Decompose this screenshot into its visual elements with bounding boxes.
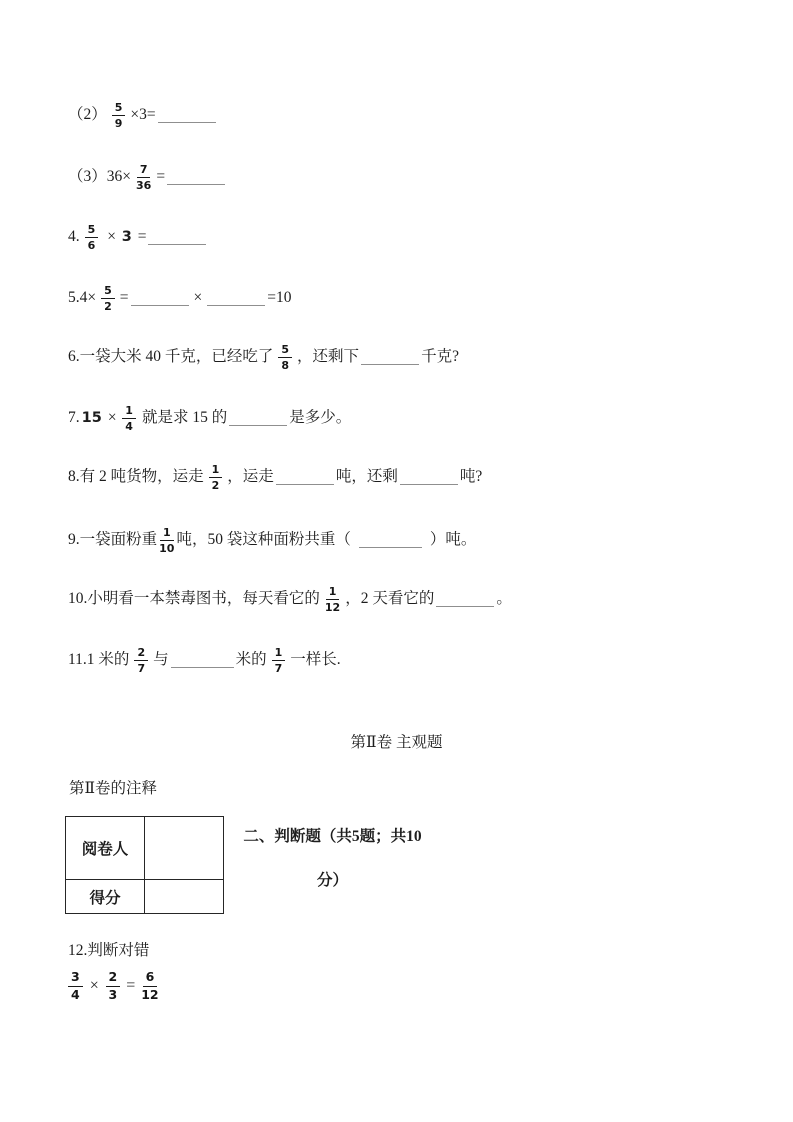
- fraction-numerator: 3: [68, 971, 83, 987]
- fraction-denominator: 2: [211, 478, 220, 492]
- equals-sign: =: [126, 977, 136, 994]
- question-7: [68, 396, 763, 440]
- question-text: 10.小明看一本禁毒图书，每天看它的: [68, 590, 320, 607]
- section-2-note: 第Ⅱ卷的注释: [69, 780, 158, 797]
- fraction-denominator: 4: [125, 419, 133, 433]
- fraction-numerator: 7: [137, 164, 151, 178]
- question-8: [68, 455, 763, 499]
- question-text: 8.有 2 吨货物，运走: [68, 468, 204, 485]
- fraction-6-12: [141, 971, 158, 1001]
- grader-label-cell: 阅卷人: [66, 817, 145, 879]
- fraction-denominator: 7: [274, 661, 283, 675]
- fraction-denominator: 4: [71, 986, 80, 1002]
- question-5: [68, 276, 763, 320]
- question-9: [68, 518, 763, 562]
- judge-equation: [66, 964, 161, 1008]
- answer-blank: [207, 290, 265, 306]
- fraction-1-10: [159, 527, 174, 554]
- answer-blank: [158, 107, 216, 123]
- fraction-2-7: [134, 647, 148, 674]
- fraction-5-6: [85, 224, 99, 251]
- fraction-5-9: [112, 102, 126, 129]
- fraction-numerator: 1: [160, 527, 174, 541]
- question-text: ，还剩下: [297, 348, 360, 365]
- question-text: 米的: [235, 651, 267, 668]
- fraction-denominator: 6: [87, 238, 96, 252]
- fraction-numerator: 1: [122, 405, 136, 419]
- question-text: （2）: [68, 106, 107, 123]
- question-text: 吨?: [459, 468, 483, 485]
- question-text: 6.一袋大米 40 千克，已经吃了: [68, 348, 274, 365]
- fraction-denominator: 12: [324, 600, 341, 614]
- question-text: 与: [153, 651, 169, 668]
- section-heading-line2: 分）: [316, 872, 348, 889]
- question-sub-3: [68, 155, 763, 199]
- fraction-denominator: 9: [114, 116, 123, 130]
- fraction-1-12: [325, 586, 340, 613]
- fraction-denominator: 8: [281, 358, 290, 372]
- fraction-7-36: [136, 164, 151, 191]
- question-10: [68, 577, 763, 621]
- answer-blank: [167, 169, 225, 185]
- question-text: =10: [267, 289, 292, 306]
- question-text: 吨，50 袋这种面粉共重（: [176, 531, 351, 548]
- fraction-denominator: 7: [137, 661, 146, 675]
- fraction-numerator: 5: [85, 224, 99, 238]
- answer-blank: [171, 652, 234, 668]
- question-text: 吨，还剩: [335, 468, 398, 485]
- grader-value-cell: [145, 817, 223, 879]
- bold-number: 3: [121, 229, 132, 245]
- question-12-label: 12.判断对错: [68, 942, 150, 959]
- multiply-sign: ×: [106, 409, 118, 426]
- answer-blank: [361, 349, 419, 365]
- question-text: 就是求 15 的: [141, 409, 228, 426]
- answer-blank: [148, 229, 206, 245]
- fraction-numerator: 6: [143, 971, 158, 987]
- fraction-2-3: [106, 971, 121, 1001]
- fraction-3-4: [68, 971, 83, 1001]
- answer-blank: [276, 469, 334, 485]
- fraction-numerator: 5: [101, 285, 115, 299]
- answer-blank: [436, 591, 494, 607]
- fraction-5-8: [278, 344, 292, 371]
- fraction-1-7: [272, 647, 286, 674]
- multiply-sign: ×: [106, 228, 117, 245]
- fraction-numerator: 5: [278, 344, 292, 358]
- question-sub-2: [68, 93, 763, 137]
- question-text: 。: [496, 590, 512, 607]
- fraction-1-2: [209, 464, 223, 491]
- answer-blank: [359, 532, 422, 548]
- grader-table-row: [66, 817, 223, 879]
- fraction-denominator: 12: [141, 986, 159, 1002]
- question-text: 11.1 米的: [68, 651, 130, 668]
- fraction-numerator: 2: [106, 971, 121, 987]
- question-text: ，2 天看它的: [345, 590, 435, 607]
- fraction-denominator: 10: [159, 541, 175, 555]
- question-text: 千克?: [421, 348, 459, 365]
- question-text: =: [156, 168, 166, 185]
- question-text: ，运走: [227, 468, 274, 485]
- multiply-sign: ×: [88, 977, 100, 994]
- section-heading-judge: [230, 815, 435, 903]
- question-4: [68, 215, 763, 259]
- fraction-numerator: 1: [326, 586, 340, 600]
- section-2-title: 第Ⅱ卷 主观题: [350, 734, 443, 751]
- question-text: ×3=: [130, 106, 156, 123]
- answer-blank: [229, 410, 287, 426]
- question-text: 5.4×: [68, 289, 97, 306]
- fraction-numerator: 5: [112, 102, 126, 116]
- question-number: 4.: [68, 228, 80, 245]
- fraction-denominator: 3: [108, 986, 118, 1002]
- question-text: =: [133, 228, 147, 245]
- answer-blank: [131, 290, 189, 306]
- question-text: （3）36×: [68, 168, 131, 185]
- multiply-sign: ×: [193, 289, 203, 306]
- question-text: 一样长.: [290, 651, 341, 668]
- question-text: 9.一袋面粉重: [68, 531, 158, 548]
- fraction-numerator: 1: [209, 464, 223, 478]
- fraction-numerator: 2: [134, 647, 148, 661]
- grader-table-row: [66, 879, 223, 913]
- fraction-1-4: [122, 405, 136, 432]
- fraction-numerator: 1: [272, 647, 286, 661]
- fraction-5-2: [101, 285, 115, 312]
- score-label-cell: 得分: [66, 880, 145, 913]
- question-number: 7.: [68, 409, 80, 426]
- question-6: [68, 335, 763, 379]
- question-text: 是多少。: [289, 409, 352, 426]
- bold-number: 15: [81, 410, 102, 426]
- question-text: ）吨。: [429, 531, 477, 548]
- grader-table: [65, 816, 224, 914]
- score-value-cell: [145, 880, 223, 913]
- fraction-denominator: 2: [104, 299, 112, 313]
- answer-blank: [400, 469, 458, 485]
- section-heading-line1: 二、判断题（共5题；共10: [243, 828, 422, 845]
- question-text: =: [119, 289, 129, 306]
- question-11: [68, 638, 763, 682]
- fraction-denominator: 36: [136, 178, 152, 192]
